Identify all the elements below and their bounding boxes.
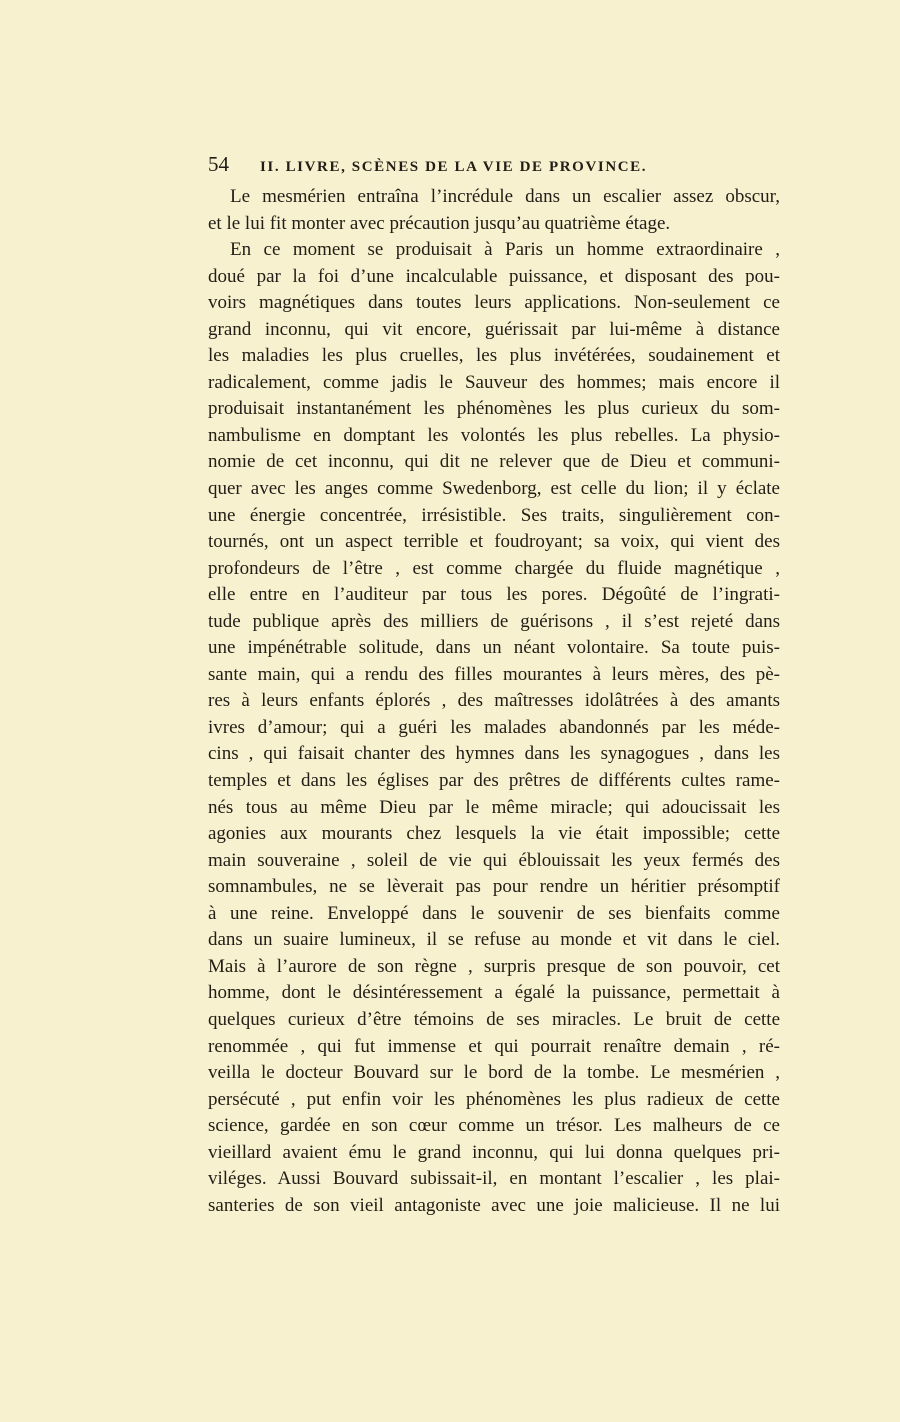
text-line: les maladies les plus cruelles, les plus invétérées, soudainement et: [208, 345, 780, 367]
text-line: et le lui fit monter avec précaution jusqu’au quatrième étage.: [208, 212, 671, 234]
text-line: res à leurs enfants éplorés , des maîtresses idolâtrées à des amants: [208, 690, 780, 712]
text-line: main souveraine , soleil de vie qui éblouissait les yeux fermés des: [208, 849, 780, 871]
text-line: ivres d’amour; qui a guéri les malades abandonnés par les méde-: [208, 716, 780, 738]
text-line: vieillard avaient ému le grand inconnu, qui lui donna quelques pri-: [208, 1141, 780, 1163]
text-line: homme, dont le désintéressement a égalé la puissance, permettait à: [208, 982, 780, 1004]
text-line: nambulisme en domptant les volontés les plus rebelles. La physio-: [208, 424, 780, 446]
running-title: II. LIVRE, SCÈNES DE LA VIE DE PROVINCE.: [260, 159, 648, 175]
text-line: somnambules, ne se lèverait pas pour rendre un héritier présomptif: [208, 876, 780, 898]
text-line: En ce moment se produisait à Paris un homme extraordinaire ,: [230, 239, 780, 261]
text-line: une énergie concentrée, irrésistible. Ses traits, singulièrement con-: [208, 504, 780, 526]
text-line: à une reine. Enveloppé dans le souvenir de ses bienfaits comme: [208, 902, 780, 924]
text-line: tournés, ont un aspect terrible et foudroyant; sa voix, qui vient des: [208, 531, 780, 553]
text-line: tude publique après des milliers de guérisons , il s’est rejeté dans: [208, 610, 780, 632]
text-line: produisait instantanément les phénomènes les plus curieux du som-: [208, 398, 780, 420]
text-line: sante main, qui a rendu des filles mourantes à leurs mères, des pè-: [208, 663, 780, 685]
text-line: viléges. Aussi Bouvard subissait-il, en montant l’escalier , les plai-: [208, 1168, 780, 1190]
page-number: 54: [208, 152, 229, 176]
text-line: cins , qui faisait chanter des hymnes dans les synagogues , dans les: [208, 743, 780, 765]
text-line: science, gardée en son cœur comme un trésor. Les malheurs de ce: [208, 1115, 780, 1137]
text-line: veilla le docteur Bouvard sur le bord de la tombe. Le mesmérien ,: [208, 1062, 780, 1084]
running-header: [208, 152, 713, 178]
text-line: nomie de cet inconnu, qui dit ne relever que de Dieu et communi-: [208, 451, 780, 473]
page-body-text: [208, 184, 780, 1219]
text-line: grand inconnu, qui vit encore, guérissait par lui-même à distance: [208, 318, 780, 340]
text-line: santeries de son vieil antagoniste avec une joie malicieuse. Il ne lui: [208, 1194, 780, 1216]
text-line: radicalement, comme jadis le Sauveur des hommes; mais encore il: [208, 371, 780, 393]
text-line: une impénétrable solitude, dans un néant volontaire. Sa toute puis-: [208, 637, 780, 659]
text-line: dans un suaire lumineux, il se refuse au monde et vit dans le ciel.: [208, 929, 780, 951]
text-line: nés tous au même Dieu par le même miracle; qui adoucissait les: [208, 796, 780, 818]
text-line: renommée , qui fut immense et qui pourrait renaître demain , ré-: [208, 1035, 780, 1057]
text-line: voirs magnétiques dans toutes leurs applications. Non-seulement ce: [208, 292, 780, 314]
text-line: temples et dans les églises par des prêtres de différents cultes rame-: [208, 770, 780, 792]
text-line: profondeurs de l’être , est comme chargée du fluide magnétique ,: [208, 557, 780, 579]
text-line: Mais à l’aurore de son règne , surpris presque de son pouvoir, cet: [208, 955, 780, 977]
text-line: quer avec les anges comme Swedenborg, est celle du lion; il y éclate: [208, 478, 780, 500]
text-line: Le mesmérien entraîna l’incrédule dans un escalier assez obscur,: [230, 186, 780, 207]
text-line: doué par la foi d’une incalculable puissance, et disposant des pou-: [208, 265, 780, 287]
text-line: elle entre en l’auditeur par tous les pores. Dégoûté de l’ingrati-: [208, 584, 780, 606]
text-line: persécuté , put enfin voir les phénomènes les plus radieux de cette: [208, 1088, 780, 1110]
text-line: quelques curieux d’être témoins de ses miracles. Le bruit de cette: [208, 1008, 780, 1030]
text-line: agonies aux mourants chez lesquels la vie était impossible; cette: [208, 823, 780, 845]
